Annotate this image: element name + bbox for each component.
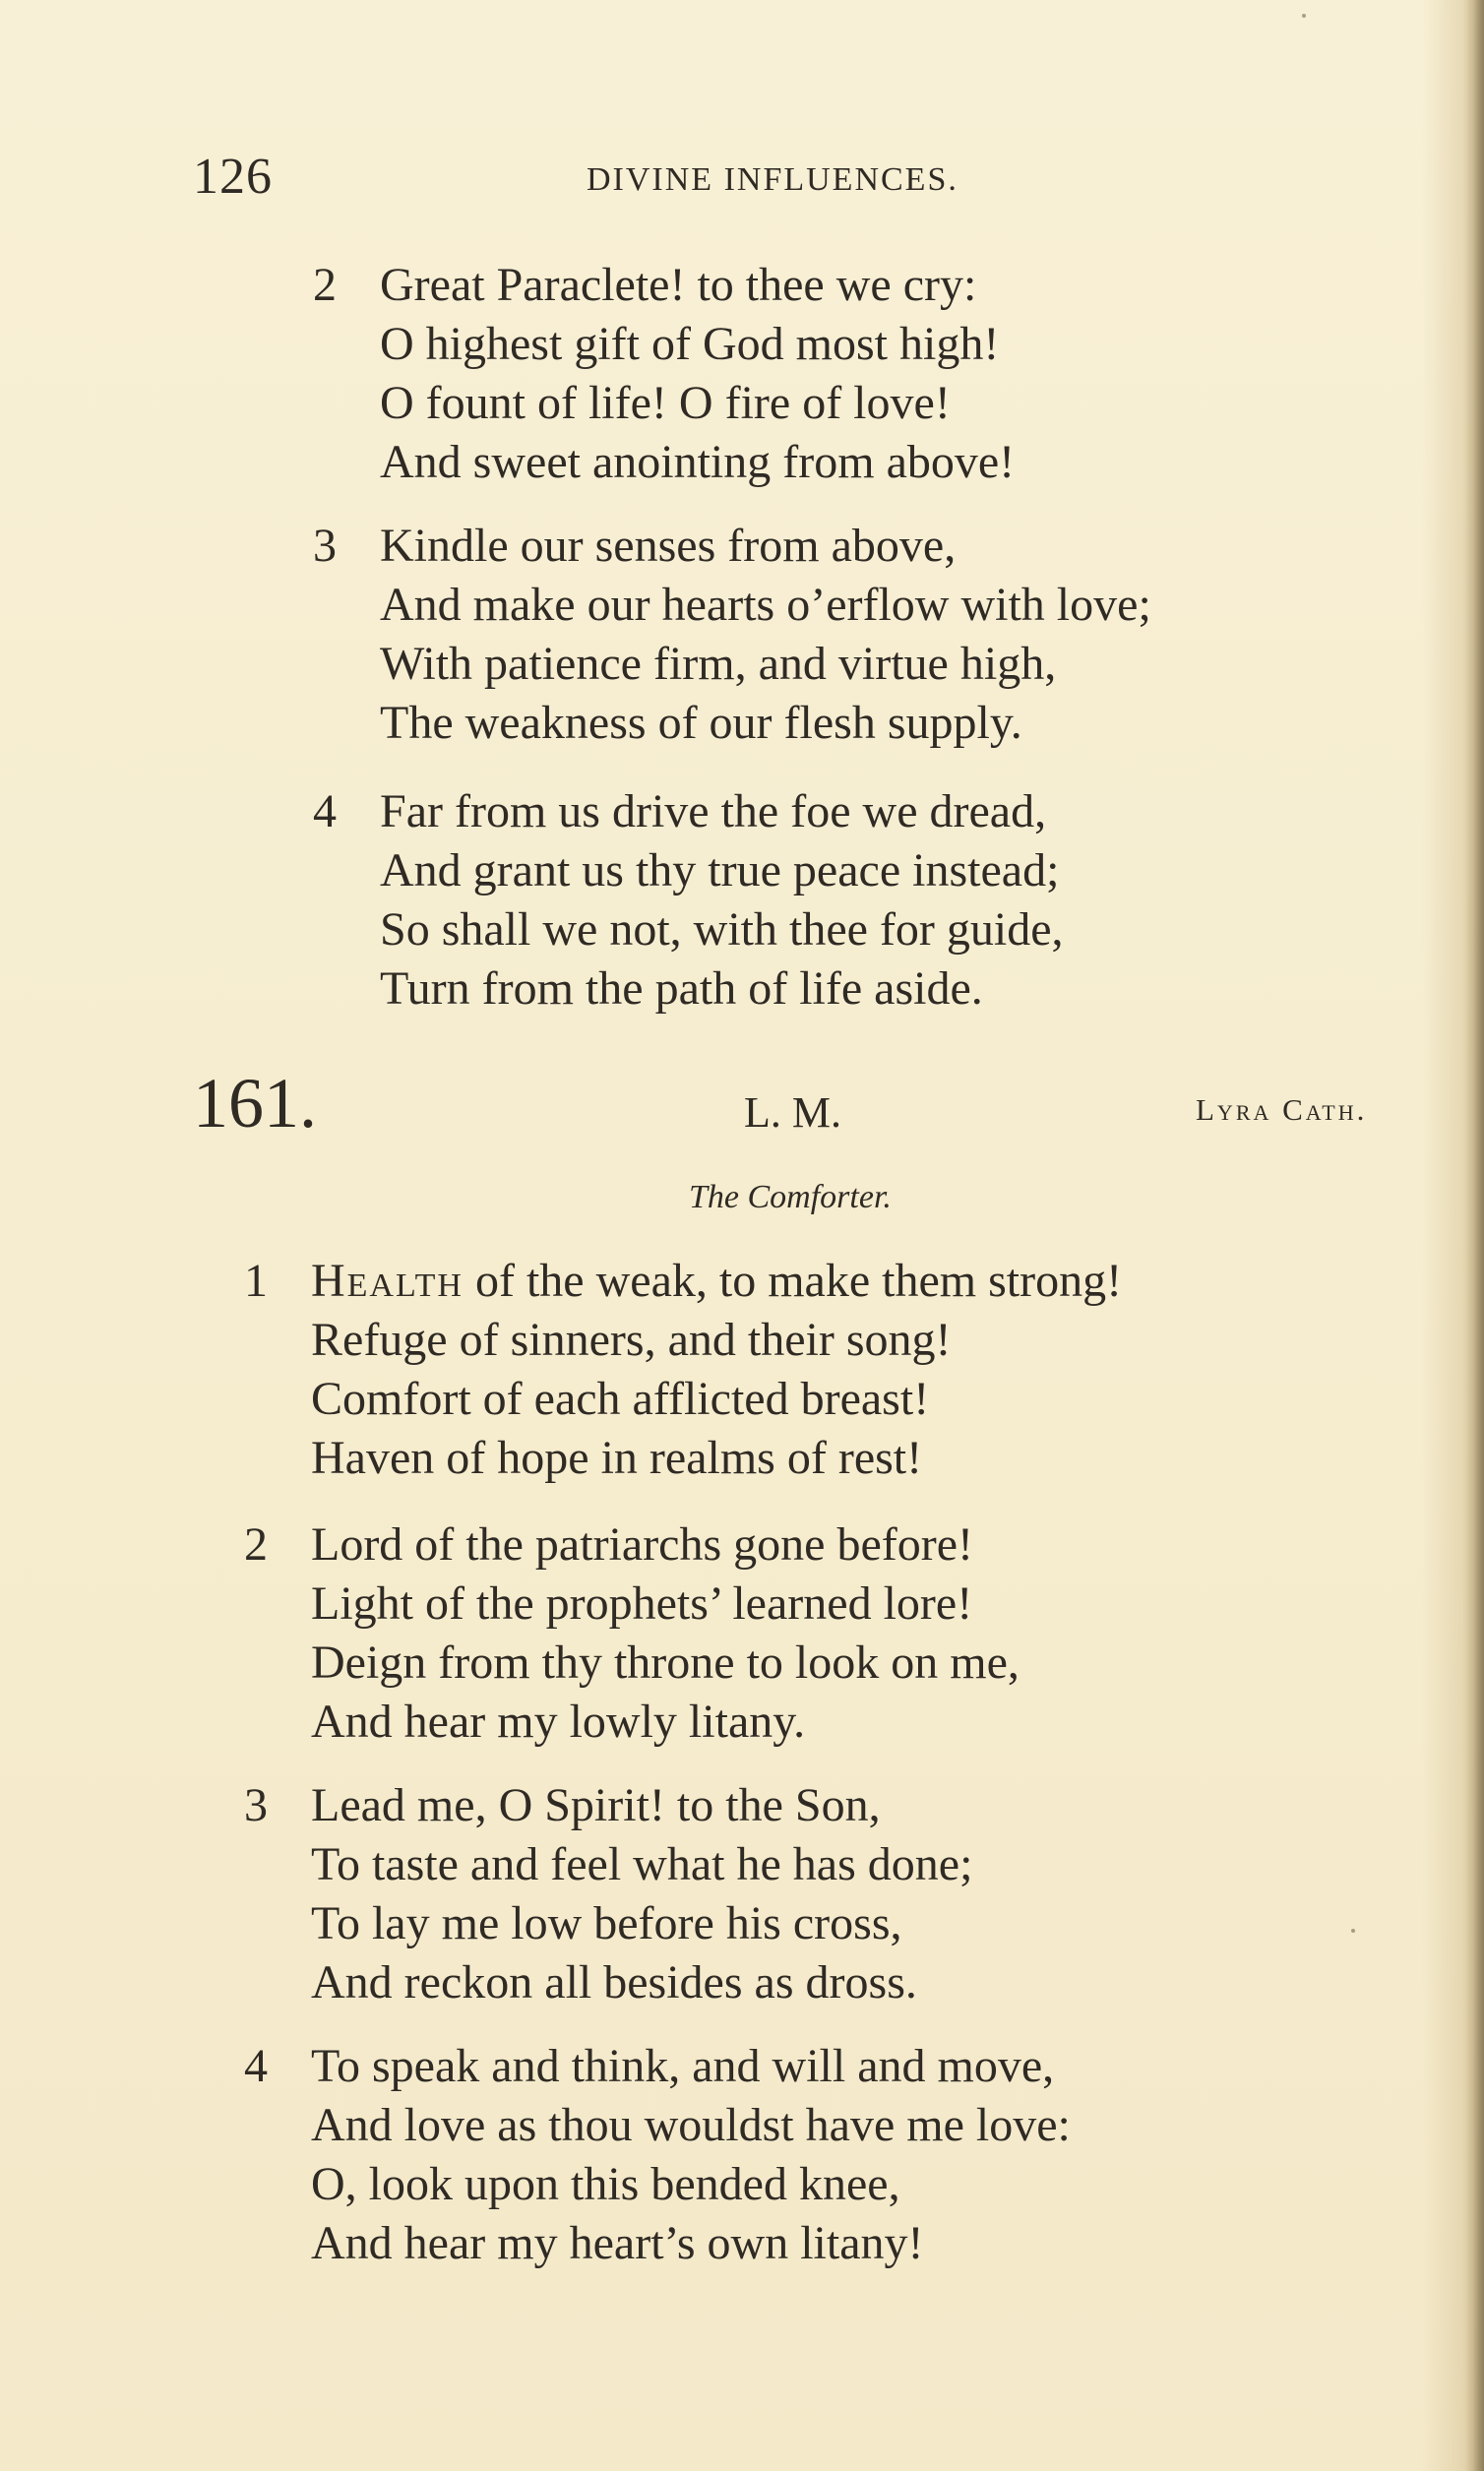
line-text: To lay me low before his cross,: [311, 1897, 902, 1949]
line-text: of the weak, to make them strong!: [463, 1255, 1123, 1307]
verse-line: [313, 374, 1415, 433]
line-text: O highest gift of God most high!: [380, 318, 1000, 370]
line-text: And grant us thy true peace instead;: [380, 844, 1060, 896]
hymn-stanza-1: [244, 1252, 1346, 1488]
verse-line: [244, 1515, 1346, 1575]
verse-line: [313, 576, 1415, 635]
paper-speck: [1302, 14, 1306, 18]
continued-stanza-2: [313, 256, 1415, 492]
line-text: Turn from the path of life aside.: [380, 962, 983, 1015]
line-text: And hear my lowly litany.: [311, 1696, 806, 1748]
hymn-meter: L. M.: [744, 1088, 841, 1137]
hymn-stanza-2: [244, 1515, 1346, 1752]
verse-line: [244, 1370, 1346, 1429]
line-text: To taste and feel what he has done;: [311, 1838, 973, 1890]
running-head: DIVINE INFLUENCES.: [587, 161, 958, 198]
verse-line: [313, 315, 1415, 374]
continued-stanza-4: [313, 782, 1415, 1019]
verse-line: [313, 256, 1415, 315]
stanza-number: 3: [313, 520, 337, 572]
verse-line: [313, 782, 1415, 841]
line-text: Great Paraclete! to thee we cry:: [380, 259, 977, 311]
verse-line: [313, 841, 1415, 900]
line-text: O, look upon this bended knee,: [311, 2158, 900, 2210]
paper-speck: [1351, 1929, 1355, 1933]
line-text: Far from us drive the foe we dread,: [380, 785, 1047, 837]
verse-line: [313, 635, 1415, 694]
hymn-stanza-4: [244, 2037, 1346, 2273]
page-header: [193, 148, 1079, 207]
verse-line: [244, 1634, 1346, 1693]
verse-line: [244, 1894, 1346, 1953]
stanza-number: 4: [313, 785, 337, 837]
line-text: Haven of hope in realms of rest!: [311, 1432, 923, 1484]
page-edge-shadow: [1462, 0, 1484, 2471]
line-text: And reckon all besides as dross.: [311, 1956, 917, 2008]
hymn-number: 161.: [193, 1064, 317, 1143]
line-text: With patience firm, and virtue high,: [380, 638, 1057, 690]
line-text: Refuge of sinners, and their song!: [311, 1314, 952, 1366]
line-text: O fount of life! O fire of love!: [380, 377, 951, 429]
line-text: And hear my heart’s own litany!: [311, 2217, 924, 2269]
line-text: Comfort of each afflicted breast!: [311, 1373, 930, 1425]
hymn-attribution: Lyra Cath.: [1196, 1092, 1368, 1127]
stanza-number: 4: [244, 2040, 268, 2092]
line-text: And love as thou wouldst have me love:: [311, 2099, 1071, 2151]
line-text: So shall we not, with thee for guide,: [380, 903, 1064, 956]
hymn-stanza-3: [244, 1776, 1346, 2012]
page-number: 126: [193, 149, 273, 205]
stanza-number: 1: [244, 1255, 268, 1307]
verse-line: [244, 1429, 1346, 1488]
line-text: To speak and think, and will and move,: [311, 2040, 1055, 2092]
line-text: And sweet anointing from above!: [380, 436, 1016, 488]
verse-line: [244, 1835, 1346, 1894]
stanza-number: 3: [244, 1779, 268, 1831]
verse-line: [244, 1575, 1346, 1634]
verse-line: [313, 517, 1415, 576]
line-text: Kindle our senses from above,: [380, 520, 957, 572]
verse-line: [244, 2155, 1346, 2214]
line-text: Lead me, O Spirit! to the Son,: [311, 1779, 881, 1831]
stanza-number: 2: [313, 259, 337, 311]
hymn-heading: [193, 1064, 1423, 1146]
verse-line: [244, 1311, 1346, 1370]
first-word: Health: [311, 1255, 464, 1307]
verse-line: [244, 1953, 1346, 2012]
verse-line: [244, 2214, 1346, 2273]
verse-line: [244, 1693, 1346, 1752]
continued-stanza-3: [313, 517, 1415, 753]
stanza-number: 2: [244, 1518, 268, 1571]
line-text: And make our hearts o’erflow with love;: [380, 579, 1151, 631]
line-text: Light of the prophets’ learned lore!: [311, 1577, 973, 1630]
verse-line: [313, 900, 1415, 959]
verse-line: [313, 959, 1415, 1019]
verse-line: [244, 2037, 1346, 2096]
hymn-subtitle: The Comforter.: [689, 1179, 892, 1215]
line-text: Lord of the patriarchs gone before!: [311, 1518, 974, 1571]
verse-line: [244, 2096, 1346, 2155]
verse-line: [244, 1252, 1346, 1311]
line-text: The weakness of our flesh supply.: [380, 697, 1022, 749]
verse-line: [313, 694, 1415, 753]
verse-line: [313, 433, 1415, 492]
line-text: Deign from thy throne to look on me,: [311, 1637, 1020, 1689]
verse-line: [244, 1776, 1346, 1835]
